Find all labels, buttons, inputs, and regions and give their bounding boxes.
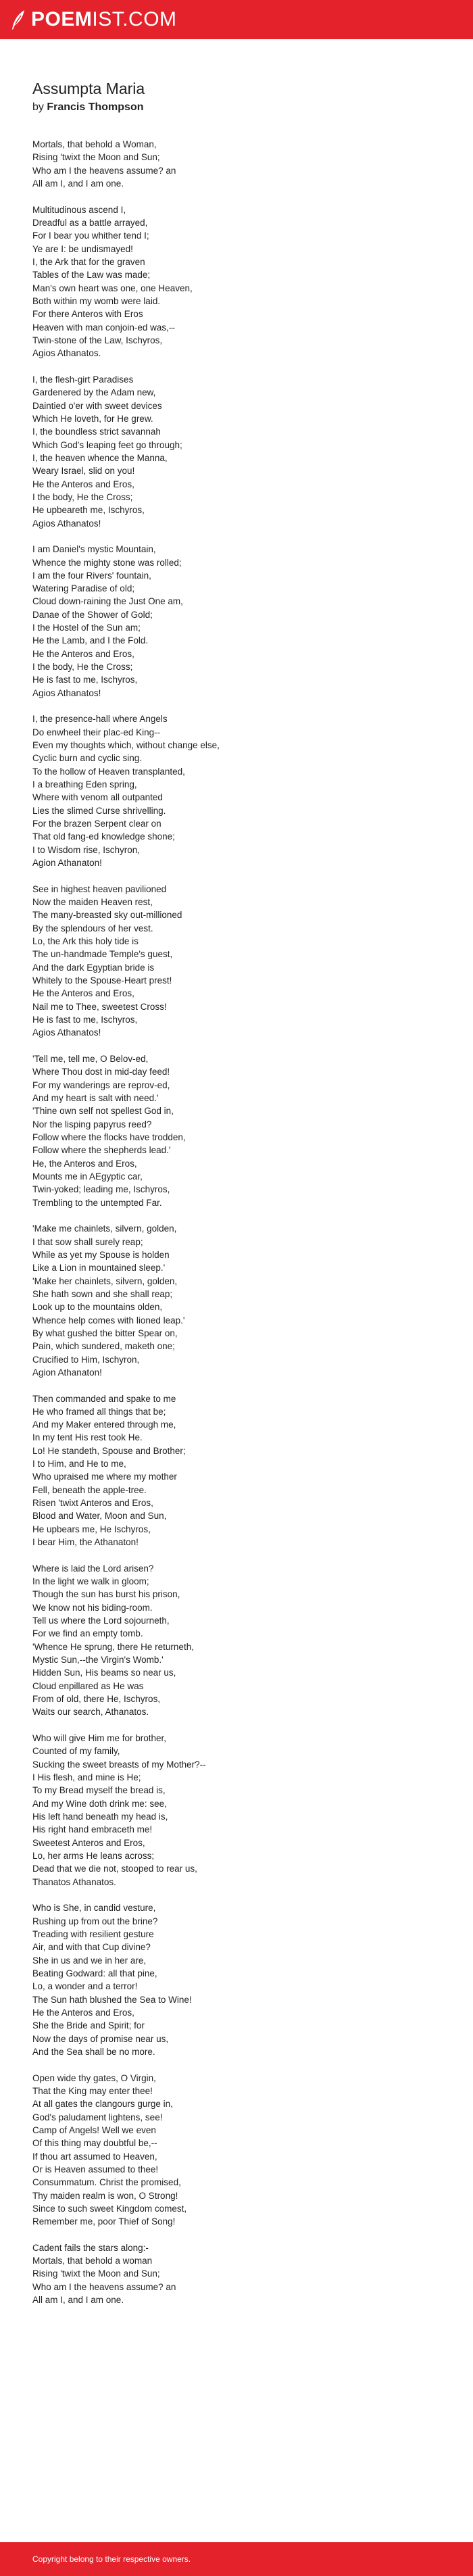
stanza bbox=[32, 1901, 441, 2058]
poem-line: He is fast to me, Ischyros, bbox=[32, 1014, 138, 1025]
poem-byline bbox=[32, 100, 441, 115]
poem-line: Ye are I: be undismayed! bbox=[32, 243, 133, 254]
poem-line: And the Sea shall be no more. bbox=[32, 2046, 155, 2057]
poem-line: He, the Anteros and Eros, bbox=[32, 1158, 137, 1169]
poem-line: Agios Athanatos. bbox=[32, 348, 101, 359]
poem-line: Lo, the Ark this holy tide is bbox=[32, 936, 139, 947]
poem-line: To my Bread myself the bread is, bbox=[32, 1785, 166, 1796]
poem-line: For I bear you whither tend I; bbox=[32, 230, 149, 241]
poem-line: Consummatum. Christ the promised, bbox=[32, 2177, 181, 2188]
poem-line: I, the boundless strict savannah bbox=[32, 427, 161, 437]
poem-line: Dead that we die not, stooped to rear us, bbox=[32, 1864, 197, 1874]
stanza bbox=[32, 1562, 441, 1719]
poem-line: 'Make me chainlets, silvern, golden, bbox=[32, 1223, 177, 1234]
poem-line: And my Wine doth drink me: see, bbox=[32, 1798, 167, 1809]
stanza bbox=[32, 1732, 441, 1889]
poem-line: I, the presence-hall where Angels bbox=[32, 714, 168, 725]
poem-line: Blood and Water, Moon and Sun, bbox=[32, 1511, 167, 1522]
poem-line: Fell, beneath the apple-tree. bbox=[32, 1484, 147, 1495]
poem-line: He upbears me, He Ischyros, bbox=[32, 1524, 151, 1534]
poem-line: Crucified to Him, Ischyron, bbox=[32, 1354, 140, 1365]
poem-line: While as yet my Spouse is holden bbox=[32, 1249, 170, 1260]
poem-line: 'Whence He sprung, there He returneth, bbox=[32, 1641, 194, 1652]
stanza bbox=[32, 203, 441, 360]
poem-line: God's paludament lightens, see! bbox=[32, 2112, 163, 2122]
poem-line: To the hollow of Heaven transplanted, bbox=[32, 766, 185, 777]
poem-line: That the King may enter thee! bbox=[32, 2085, 153, 2096]
poem-line: Whitely to the Spouse-Heart prest! bbox=[32, 975, 172, 986]
poem-content bbox=[32, 78, 441, 2320]
poem-line: Sucking the sweet breasts of my Mother?-- bbox=[32, 1759, 206, 1770]
poem-line: If thou art assumed to Heaven, bbox=[32, 2151, 157, 2162]
poem-line: Or is Heaven assumed to thee! bbox=[32, 2164, 159, 2174]
poem-line: Where is laid the Lord arisen? bbox=[32, 1563, 154, 1574]
poem-line: Agios Athanatos! bbox=[32, 687, 101, 698]
poem-line: In the light we walk in gloom; bbox=[32, 1576, 149, 1587]
poem-line: Whence help comes with lioned leap.' bbox=[32, 1315, 185, 1326]
poem-line: Weary Israel, slid on you! bbox=[32, 466, 135, 477]
poem-line: Lo, her arms He leans across; bbox=[32, 1850, 155, 1861]
site-header bbox=[0, 0, 473, 39]
poem-line: I the Hostel of the Sun am; bbox=[32, 623, 141, 633]
poem-line: Twin-stone of the Law, Ischyros, bbox=[32, 335, 163, 345]
poem-line: The un-handmade Temple's guest, bbox=[32, 949, 173, 960]
poem-line: Dreadful as a battle arrayed, bbox=[32, 217, 148, 228]
stanza bbox=[32, 2072, 441, 2229]
poem-line: Sweetest Anteros and Eros, bbox=[32, 1837, 145, 1848]
site-footer bbox=[0, 2542, 473, 2576]
stanza bbox=[32, 138, 441, 190]
poem-line: Cloud down-raining the Just One am, bbox=[32, 596, 183, 607]
poem-line: Look up to the mountains olden, bbox=[32, 1302, 163, 1313]
poem-line: Whence the mighty stone was rolled; bbox=[32, 557, 182, 568]
poem-line: Tell us where the Lord sojourneth, bbox=[32, 1615, 170, 1626]
poem-line: Pain, which sundered, maketh one; bbox=[32, 1341, 175, 1352]
poem-line: Both within my womb were laid. bbox=[32, 295, 161, 306]
poem-line: 'Thine own self not spellest God in, bbox=[32, 1106, 174, 1117]
stanza bbox=[32, 1052, 441, 1209]
poem-body bbox=[32, 138, 441, 2306]
poem-line: He the Anteros and Eros, bbox=[32, 479, 134, 489]
poem-line: I am the four Rivers' fountain, bbox=[32, 570, 151, 581]
poem-line: I, the heaven whence the Manna, bbox=[32, 452, 168, 463]
poem-line: Nor the lisping papyrus reed? bbox=[32, 1119, 152, 1129]
poem-title: Assumpta Maria bbox=[32, 80, 145, 97]
poem-line: Treading with resilient gesture bbox=[32, 1928, 154, 1939]
poem-line: All am I, and I am one. bbox=[32, 178, 124, 189]
poem-line: Where with venom all outpanted bbox=[32, 792, 163, 803]
poem-line: I His flesh, and mine is He; bbox=[32, 1772, 141, 1783]
by-label: by bbox=[32, 101, 44, 113]
poem-line: Do enwheel their plac-ed King-- bbox=[32, 727, 161, 737]
poem-line: Camp of Angels! Well we even bbox=[32, 2124, 156, 2135]
poem-line: He the Anteros and Eros, bbox=[32, 988, 134, 999]
poem-line: Follow where the flocks have trodden, bbox=[32, 1132, 186, 1142]
poem-line: I a breathing Eden spring, bbox=[32, 779, 137, 790]
poem-line: Counted of my family, bbox=[32, 1746, 120, 1757]
poem-line: He is fast to me, Ischyros, bbox=[32, 675, 138, 685]
poem-line: Watering Paradise of old; bbox=[32, 583, 135, 594]
poem-line: That old fang-ed knowledge shone; bbox=[32, 831, 175, 842]
poem-line: Risen 'twixt Anteros and Eros, bbox=[32, 1498, 153, 1509]
quill-pen-icon bbox=[9, 9, 26, 30]
poem-line: Lies the slimed Curse shrivelling. bbox=[32, 805, 166, 816]
poem-line: Cloud enpillared as He was bbox=[32, 1680, 144, 1691]
poem-line: I to Him, and He to me, bbox=[32, 1459, 126, 1469]
poem-line: Now the days of promise near us, bbox=[32, 2033, 169, 2044]
poem-line: Which He loveth, for He grew. bbox=[32, 413, 153, 424]
poem-line: Even my thoughts which, without change else, bbox=[32, 740, 220, 751]
poem-line: 'Tell me, tell me, O Belov-ed, bbox=[32, 1053, 149, 1064]
poem-line: Hidden Sun, His beams so near us, bbox=[32, 1668, 176, 1678]
poem-line: I that sow shall surely reap; bbox=[32, 1236, 143, 1247]
poem-line: Like a Lion in mountained sleep.' bbox=[32, 1263, 166, 1273]
poem-line: I the body, He the Cross; bbox=[32, 491, 133, 502]
poem-line: I bear Him, the Athanaton! bbox=[32, 1537, 139, 1548]
poem-line: Daintied o'er with sweet devices bbox=[32, 400, 162, 411]
poem-line: Follow where the shepherds lead.' bbox=[32, 1145, 171, 1156]
poem-line: Waits our search, Athanatos. bbox=[32, 1707, 149, 1718]
poem-line: Beating Godward: all that pine, bbox=[32, 1968, 157, 1978]
poem-line: He the Anteros and Eros, bbox=[32, 648, 134, 659]
poem-line: Mounts me in AEgyptic car, bbox=[32, 1171, 143, 1182]
poem-line: For my wanderings are reprov-ed, bbox=[32, 1079, 170, 1090]
stanza bbox=[32, 1392, 441, 1549]
poem-line: Multitudinous ascend I, bbox=[32, 204, 126, 215]
poem-line: Since to such sweet Kingdom comest, bbox=[32, 2203, 187, 2214]
poem-line: Mystic Sun,--the Virgin's Womb.' bbox=[32, 1655, 164, 1666]
poem-line: The Sun hath blushed the Sea to Wine! bbox=[32, 1994, 192, 2005]
poem-line: I the body, He the Cross; bbox=[32, 662, 133, 673]
poem-line: Cadent fails the stars along:- bbox=[32, 2242, 149, 2253]
poem-line: Now the maiden Heaven rest, bbox=[32, 897, 153, 908]
poem-line: We know not his biding-room. bbox=[32, 1602, 153, 1613]
stanza bbox=[32, 883, 441, 1040]
poem-line: Mortals, that behold a Woman, bbox=[32, 139, 157, 149]
poem-line: He upbeareth me, Ischyros, bbox=[32, 505, 145, 516]
poem-line: His right hand embraceth me! bbox=[32, 1824, 153, 1835]
poem-line: She hath sown and she shall reap; bbox=[32, 1288, 173, 1299]
logo-text-light: IST.COM bbox=[92, 8, 177, 30]
copyright-text: Copyright belong to their respective owners. bbox=[32, 2554, 191, 2564]
poem-line: For there Anteros with Eros bbox=[32, 309, 143, 320]
poem-line: Agios Athanatos! bbox=[32, 518, 101, 529]
poem-line: Lo! He standeth, Spouse and Brother; bbox=[32, 1445, 186, 1456]
poem-line: By the splendours of her vest. bbox=[32, 923, 153, 933]
poem-line: Then commanded and spake to me bbox=[32, 1393, 176, 1404]
poem-line: Open wide thy gates, O Virgin, bbox=[32, 2072, 156, 2083]
poem-line: He the Lamb, and I the Fold. bbox=[32, 635, 149, 646]
poem-line: Which God's leaping feet go through; bbox=[32, 439, 182, 450]
poem-line: I, the flesh-girt Paradises bbox=[32, 374, 134, 385]
poem-line: At all gates the clangours gurge in, bbox=[32, 2099, 173, 2110]
poem-line: He the Anteros and Eros, bbox=[32, 2007, 134, 2018]
poem-line: Remember me, poor Thief of Song! bbox=[32, 2216, 176, 2227]
poem-line: Agion Athanaton! bbox=[32, 858, 102, 869]
poem-line: Nail me to Thee, sweetest Cross! bbox=[32, 1001, 167, 1012]
poem-line: From of old, there He, Ischyros, bbox=[32, 1694, 161, 1705]
stanza bbox=[32, 373, 441, 530]
poem-line: In my tent His rest took He. bbox=[32, 1432, 143, 1443]
poem-line: He who framed all things that be; bbox=[32, 1406, 166, 1417]
poem-line: I am Daniel's mystic Mountain, bbox=[32, 544, 156, 555]
stanza bbox=[32, 712, 441, 869]
poem-line: Agion Athanaton! bbox=[32, 1367, 102, 1378]
poem-line: Thanatos Athanatos. bbox=[32, 1876, 116, 1887]
stanza bbox=[32, 1222, 441, 1379]
poem-line: Twin-yoked; leading me, Ischyros, bbox=[32, 1184, 170, 1195]
poem-line: Thy maiden realm is won, O Strong! bbox=[32, 2190, 178, 2201]
poem-line: Though the sun has burst his prison, bbox=[32, 1589, 180, 1600]
poem-line: Who will give Him me for brother, bbox=[32, 1733, 167, 1744]
poem-line: Who am I the heavens assume? an bbox=[32, 165, 176, 176]
poem-line: Agios Athanatos! bbox=[32, 1027, 101, 1038]
poem-line: Rising 'twixt the Moon and Sun; bbox=[32, 152, 160, 163]
poem-line: Cyclic burn and cyclic sing. bbox=[32, 753, 143, 764]
poem-line: For we find an empty tomb. bbox=[32, 1628, 143, 1639]
poem-line: I to Wisdom rise, Ischyron, bbox=[32, 844, 141, 855]
stanza bbox=[32, 2241, 441, 2307]
site-logo[interactable] bbox=[9, 8, 177, 31]
poem-line: I, the Ark that for the graven bbox=[32, 256, 145, 267]
poem-line: She the Bride and Spirit; for bbox=[32, 2020, 145, 2031]
poem-line: Of this thing may doubtful be,-- bbox=[32, 2138, 157, 2149]
poem-line: Who upraised me where my mother bbox=[32, 1472, 177, 1482]
poem-line: 'Make her chainlets, silvern, golden, bbox=[32, 1275, 178, 1286]
poem-line: By what gushed the bitter Spear on, bbox=[32, 1328, 178, 1338]
poem-line: His left hand beneath my head is, bbox=[32, 1812, 168, 1822]
poem-line: Rising 'twixt the Moon and Sun; bbox=[32, 2268, 160, 2279]
poem-line: Where Thou dost in mid-day feed! bbox=[32, 1067, 170, 1077]
poem-line: Lo, a wonder and a terror! bbox=[32, 1981, 138, 1992]
poem-line: Air, and with that Cup divine? bbox=[32, 1942, 151, 1953]
poem-line: Man's own heart was one, one Heaven, bbox=[32, 283, 193, 293]
stanza bbox=[32, 543, 441, 700]
poem-line: Mortals, that behold a woman bbox=[32, 2256, 153, 2266]
poem-line: And my Maker entered through me, bbox=[32, 1419, 176, 1430]
poem-line: Trembling to the untempted Far. bbox=[32, 1197, 162, 1208]
logo-text-bold: POEM bbox=[31, 8, 93, 30]
poem-line: And the dark Egyptian bride is bbox=[32, 962, 155, 973]
poem-line: For the brazen Serpent clear on bbox=[32, 819, 161, 829]
poem-line: Who is She, in candid vesture, bbox=[32, 1903, 156, 1914]
poem-line: The many-breasted sky out-millioned bbox=[32, 910, 182, 921]
poem-line: And my heart is salt with need.' bbox=[32, 1092, 159, 1103]
poem-line: Tables of the Law was made; bbox=[32, 270, 151, 281]
poem-line: Who am I the heavens assume? an bbox=[32, 2281, 176, 2292]
poem-line: All am I, and I am one. bbox=[32, 2295, 124, 2306]
poem-line: Rushing up from out the brine? bbox=[32, 1916, 158, 1926]
poem-line: Danae of the Shower of Gold; bbox=[32, 609, 153, 620]
poem-line: Gardenered by the Adam new, bbox=[32, 387, 156, 398]
poem-line: See in highest heaven pavilioned bbox=[32, 883, 167, 894]
author-link[interactable]: Francis Thompson bbox=[47, 101, 144, 113]
poem-line: She in us and we in her are, bbox=[32, 1955, 147, 1966]
poem-line: Heaven with man conjoin-ed was,-- bbox=[32, 322, 175, 333]
